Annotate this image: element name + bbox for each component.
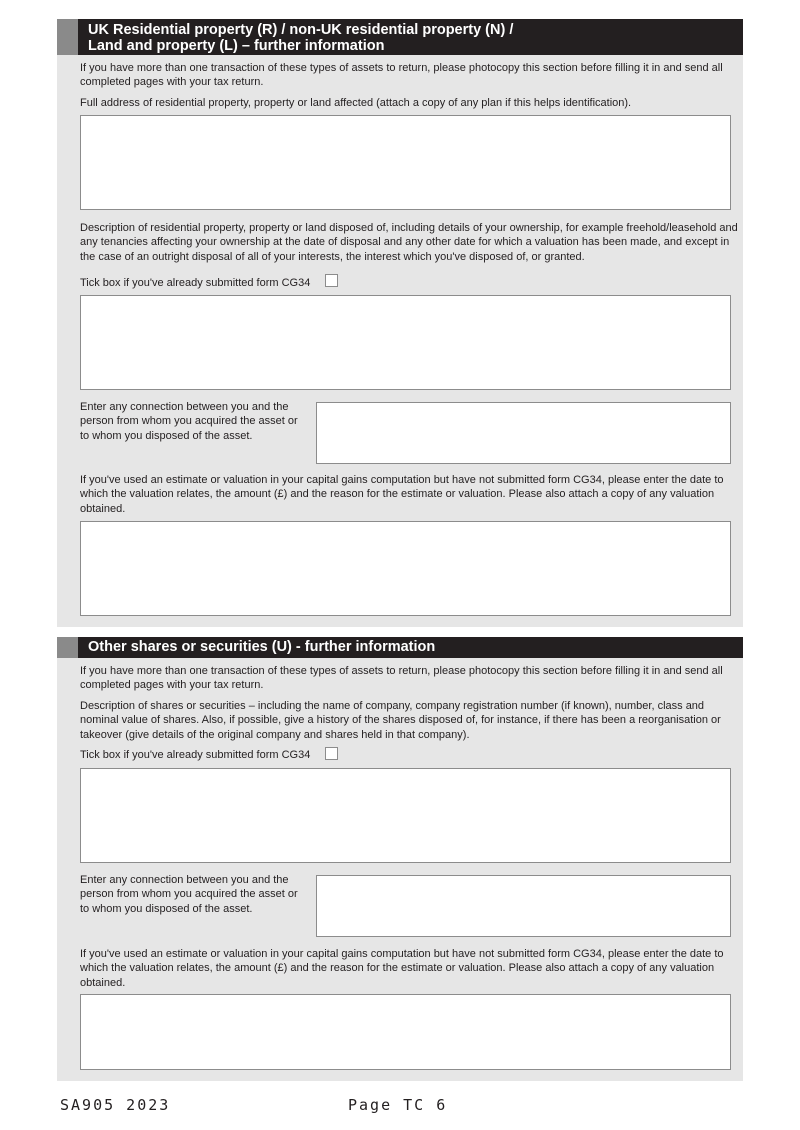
property-address-label: Full address of residential property, property or land affected (attach a copy of any plan if this helps identification). bbox=[80, 97, 632, 109]
shares-section bbox=[57, 637, 743, 1081]
property-intro-text: If you have more than one transaction of these types of assets to return, please photocopy this section before filling it in and send all completed pages with your tax return. bbox=[80, 62, 723, 89]
property-section bbox=[57, 19, 743, 627]
section-marker-tab bbox=[57, 637, 78, 658]
property-connection-label: Enter any connection between you and the person from whom you acquired the asset or to whom you disposed of the asset. bbox=[80, 401, 298, 442]
section-marker-tab bbox=[57, 19, 78, 55]
shares-connection-field[interactable] bbox=[316, 875, 731, 937]
property-section-title-line1: UK Residential property (R) / non-UK residential property (N) / bbox=[88, 22, 514, 38]
property-tick-label: Tick box if you've already submitted form CG34 bbox=[80, 277, 311, 289]
property-description-field[interactable] bbox=[80, 295, 731, 390]
property-description-label: Description of residential property, property or land disposed of, including details of your ownership, for example freehold/leasehold and any tenancies affecting your ownership at the date of disposal and any other date for which a valuation has been made, and except in the case of an outright disposal of all of your interests, the interest which you've disposed of, or granted. bbox=[80, 222, 738, 263]
page-number: Page TC 6 bbox=[348, 1096, 448, 1114]
form-reference: SA905 2023 bbox=[60, 1096, 171, 1114]
property-valuation-label: If you've used an estimate or valuation in your capital gains computation but have not submitted form CG34, please enter the date to which the valuation relates, the amount (£) and the reason for the estimate or valuation. Please also attach a copy of any valuation obtained. bbox=[80, 474, 724, 515]
property-connection-field[interactable] bbox=[316, 402, 731, 464]
property-section-title-line2: Land and property (L) – further information bbox=[88, 38, 385, 54]
shares-description-field[interactable] bbox=[80, 768, 731, 863]
shares-valuation-label: If you've used an estimate or valuation in your capital gains computation but have not submitted form CG34, please enter the date to which the valuation relates, the amount (£) and the reason for the estimate or valuation. Please also attach a copy of any valuation obtained. bbox=[80, 948, 724, 989]
property-cg34-checkbox[interactable] bbox=[325, 274, 338, 287]
shares-section-title: Other shares or securities (U) - further information bbox=[88, 639, 436, 655]
property-valuation-field[interactable] bbox=[80, 521, 731, 616]
shares-section-header bbox=[57, 637, 743, 658]
shares-connection-label: Enter any connection between you and the person from whom you acquired the asset or to whom you disposed of the asset. bbox=[80, 874, 298, 915]
property-address-field[interactable] bbox=[80, 115, 731, 210]
shares-valuation-field[interactable] bbox=[80, 994, 731, 1070]
shares-tick-label: Tick box if you've already submitted form CG34 bbox=[80, 749, 311, 761]
property-section-header bbox=[57, 19, 743, 55]
shares-intro-text: If you have more than one transaction of these types of assets to return, please photocopy this section before filling it in and send all completed pages with your tax return. bbox=[80, 665, 723, 692]
shares-cg34-checkbox[interactable] bbox=[325, 747, 338, 760]
shares-description-label: Description of shares or securities – including the name of company, company registration number (if known), number, class and nominal value of shares. Also, if possible, give a history of the shares disposed of, for instance, if there has been a reorganisation or takeover (give details of the original company and shares held in that company). bbox=[80, 700, 721, 741]
